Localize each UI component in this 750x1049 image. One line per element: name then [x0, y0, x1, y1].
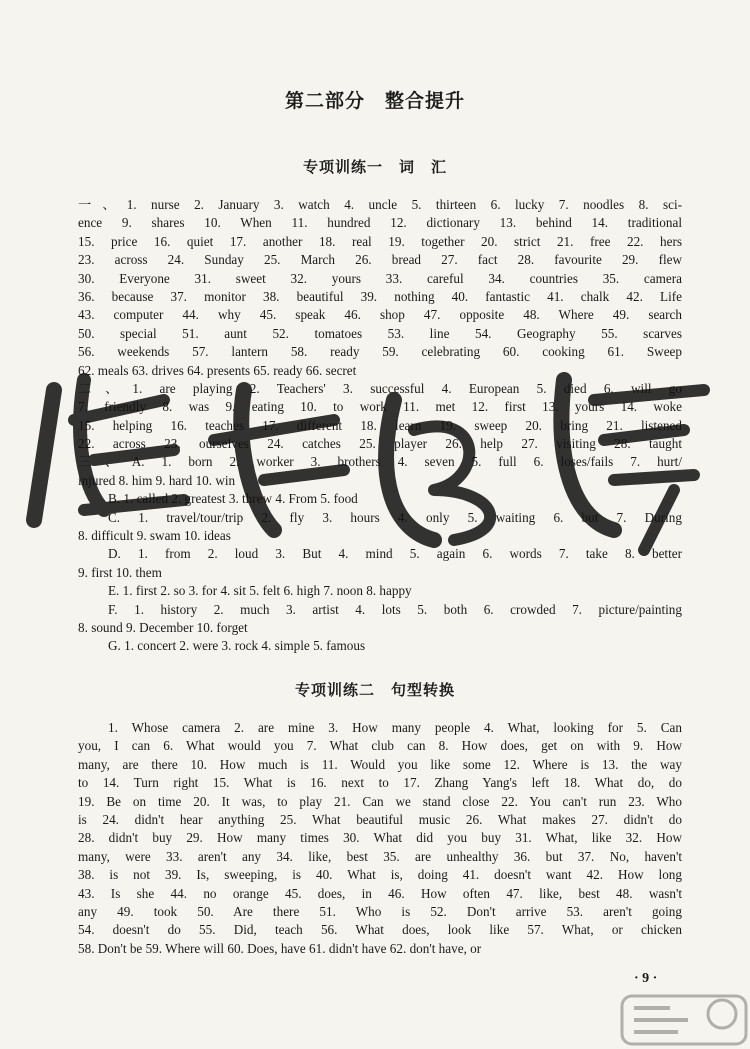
- section1-line: 一、1. nurse 2. January 3. watch 4. uncle 5. thirteen 6. lucky 7. noodles 8. sci-: [78, 197, 682, 212]
- section1-line: 22. across 23. ourselves 24. catches 25. player 26. help 27. visiting 28. taught: [78, 436, 682, 452]
- section2-line: 54. doesn't do 55. Did, teach 56. What does, look like 57. What, or chicken: [78, 922, 682, 938]
- section1-line: 50. special 51. aunt 52. tomatoes 53. line 54. Geography 55. scarves: [78, 325, 682, 341]
- section1-line: 36. because 37. monitor 38. beautiful 39. nothing 40. fantastic 41. chalk 42. Life: [78, 288, 682, 304]
- section2-line: you, I can 6. What would you 7. What club can 8. How does, get on with 9. How: [78, 738, 682, 754]
- section1-line: F. 1. history 2. much 3. artist 4. lots 5. both 6. crowded 7. picture/painting: [108, 601, 682, 617]
- section2-line: 38. is not 39. Is, sweeping, is 40. What is, doing 41. doesn't want 42. How long: [78, 867, 682, 883]
- section2-line: 58. Don't be 59. Where will 60. Does, have 61. didn't have 62. don't have, or: [78, 940, 482, 956]
- part-title: 第二部分 整合提升: [284, 90, 465, 112]
- section1-line: 62. meals 63. drives 64. presents 65. ready 66. secret: [78, 362, 357, 378]
- section2-line: many, were 33. aren't any 34. like, best 35. are unhealthy 36. but 37. No, haven't: [78, 848, 682, 864]
- section1-line: 15. helping 16. teaches 17. different 18. learn 19. sweep 20. bring 21. listened: [78, 417, 682, 433]
- section1-line: C. 1. travel/tour/trip 2. fly 3. hours 4. only 5. waiting 6. but 7. During: [108, 509, 682, 525]
- section1-line: D. 1. from 2. loud 3. But 4. mind 5. again 6. words 7. take 8. better: [108, 546, 682, 562]
- section2-line: 19. Be on time 20. It was, to play 21. Can we stand close 22. You can't run 23. Who: [78, 793, 682, 809]
- section-1-answers: [78, 196, 682, 656]
- section1-line: 23. across 24. Sunday 25. March 26. bread 27. fact 28. favourite 29. flew: [78, 252, 682, 268]
- section1-line: 二、1. are playing 2. Teachers' 3. successful 4. European 5. died 6. will go: [78, 380, 682, 396]
- section-1-title: 专项训练一 词 汇: [302, 158, 447, 176]
- section1-line: ence 9. shares 10. When 11. hundred 12. dictionary 13. behind 14. traditional: [78, 215, 682, 231]
- section2-line: is 24. didn't hear anything 25. What beautiful music 26. What makes 27. didn't do: [78, 811, 682, 827]
- section1-line: 7. friendly 8. was 9. eating 10. to work 11. met 12. first 13. yours 14. woke: [78, 399, 682, 415]
- section2-line: 28. didn't buy 29. How many times 30. What did you buy 31. What, like 32. How: [78, 830, 682, 846]
- section1-line: 9. first 10. them: [78, 564, 162, 580]
- section1-line: E. 1. first 2. so 3. for 4. sit 5. felt 6. high 7. noon 8. happy: [108, 583, 412, 599]
- section2-line: any 49. took 50. Are there 51. Who is 52. Don't arrive 53. aren't going: [78, 903, 682, 919]
- section1-line: G. 1. concert 2. were 3. rock 4. simple 5. famous: [108, 638, 366, 654]
- section1-line: injured 8. him 9. hard 10. win: [78, 472, 236, 488]
- section2-line: many, are there 10. How much is 11. Would you like some 12. Where is 13. the way: [78, 756, 682, 772]
- section1-line: 43. computer 44. why 45. speak 46. shop 47. opposite 48. Where 49. search: [78, 307, 682, 323]
- section1-line: 8. sound 9. December 10. forget: [78, 619, 248, 635]
- section1-line: 三、A. 1. born 2. worker 3. brothers 4. seven 5. full 6. loses/fails 7. hurt/: [78, 454, 682, 470]
- corner-logo-watermark: [618, 990, 750, 1049]
- section2-line: 1. Whose camera 2. are mine 3. How many people 4. What, looking for 5. Can: [108, 720, 682, 735]
- section1-line: 56. weekends 57. lantern 58. ready 59. celebrating 60. cooking 61. Sweep: [78, 344, 682, 360]
- section-2-answers: [78, 719, 682, 958]
- section2-line: to 14. Turn right 15. What is 16. next to 17. Zhang Yang's left 18. What do, do: [78, 775, 682, 791]
- section-2-title: 专项训练二 句型转换: [294, 681, 455, 699]
- section1-line: 15. price 16. quiet 17. another 18. real 19. together 20. strict 21. free 22. hers: [78, 233, 682, 249]
- section1-line: 8. difficult 9. swam 10. ideas: [78, 528, 231, 544]
- section1-line: 30. Everyone 31. sweet 32. yours 33. careful 34. countries 35. camera: [78, 270, 682, 286]
- page-number: · 9 ·: [634, 971, 658, 986]
- section1-line: B. 1. called 2. greatest 3. threw 4. From 5. food: [108, 491, 358, 507]
- section2-line: 43. Is she 44. no orange 45. does, in 46. How often 47. like, best 48. wasn't: [78, 885, 682, 901]
